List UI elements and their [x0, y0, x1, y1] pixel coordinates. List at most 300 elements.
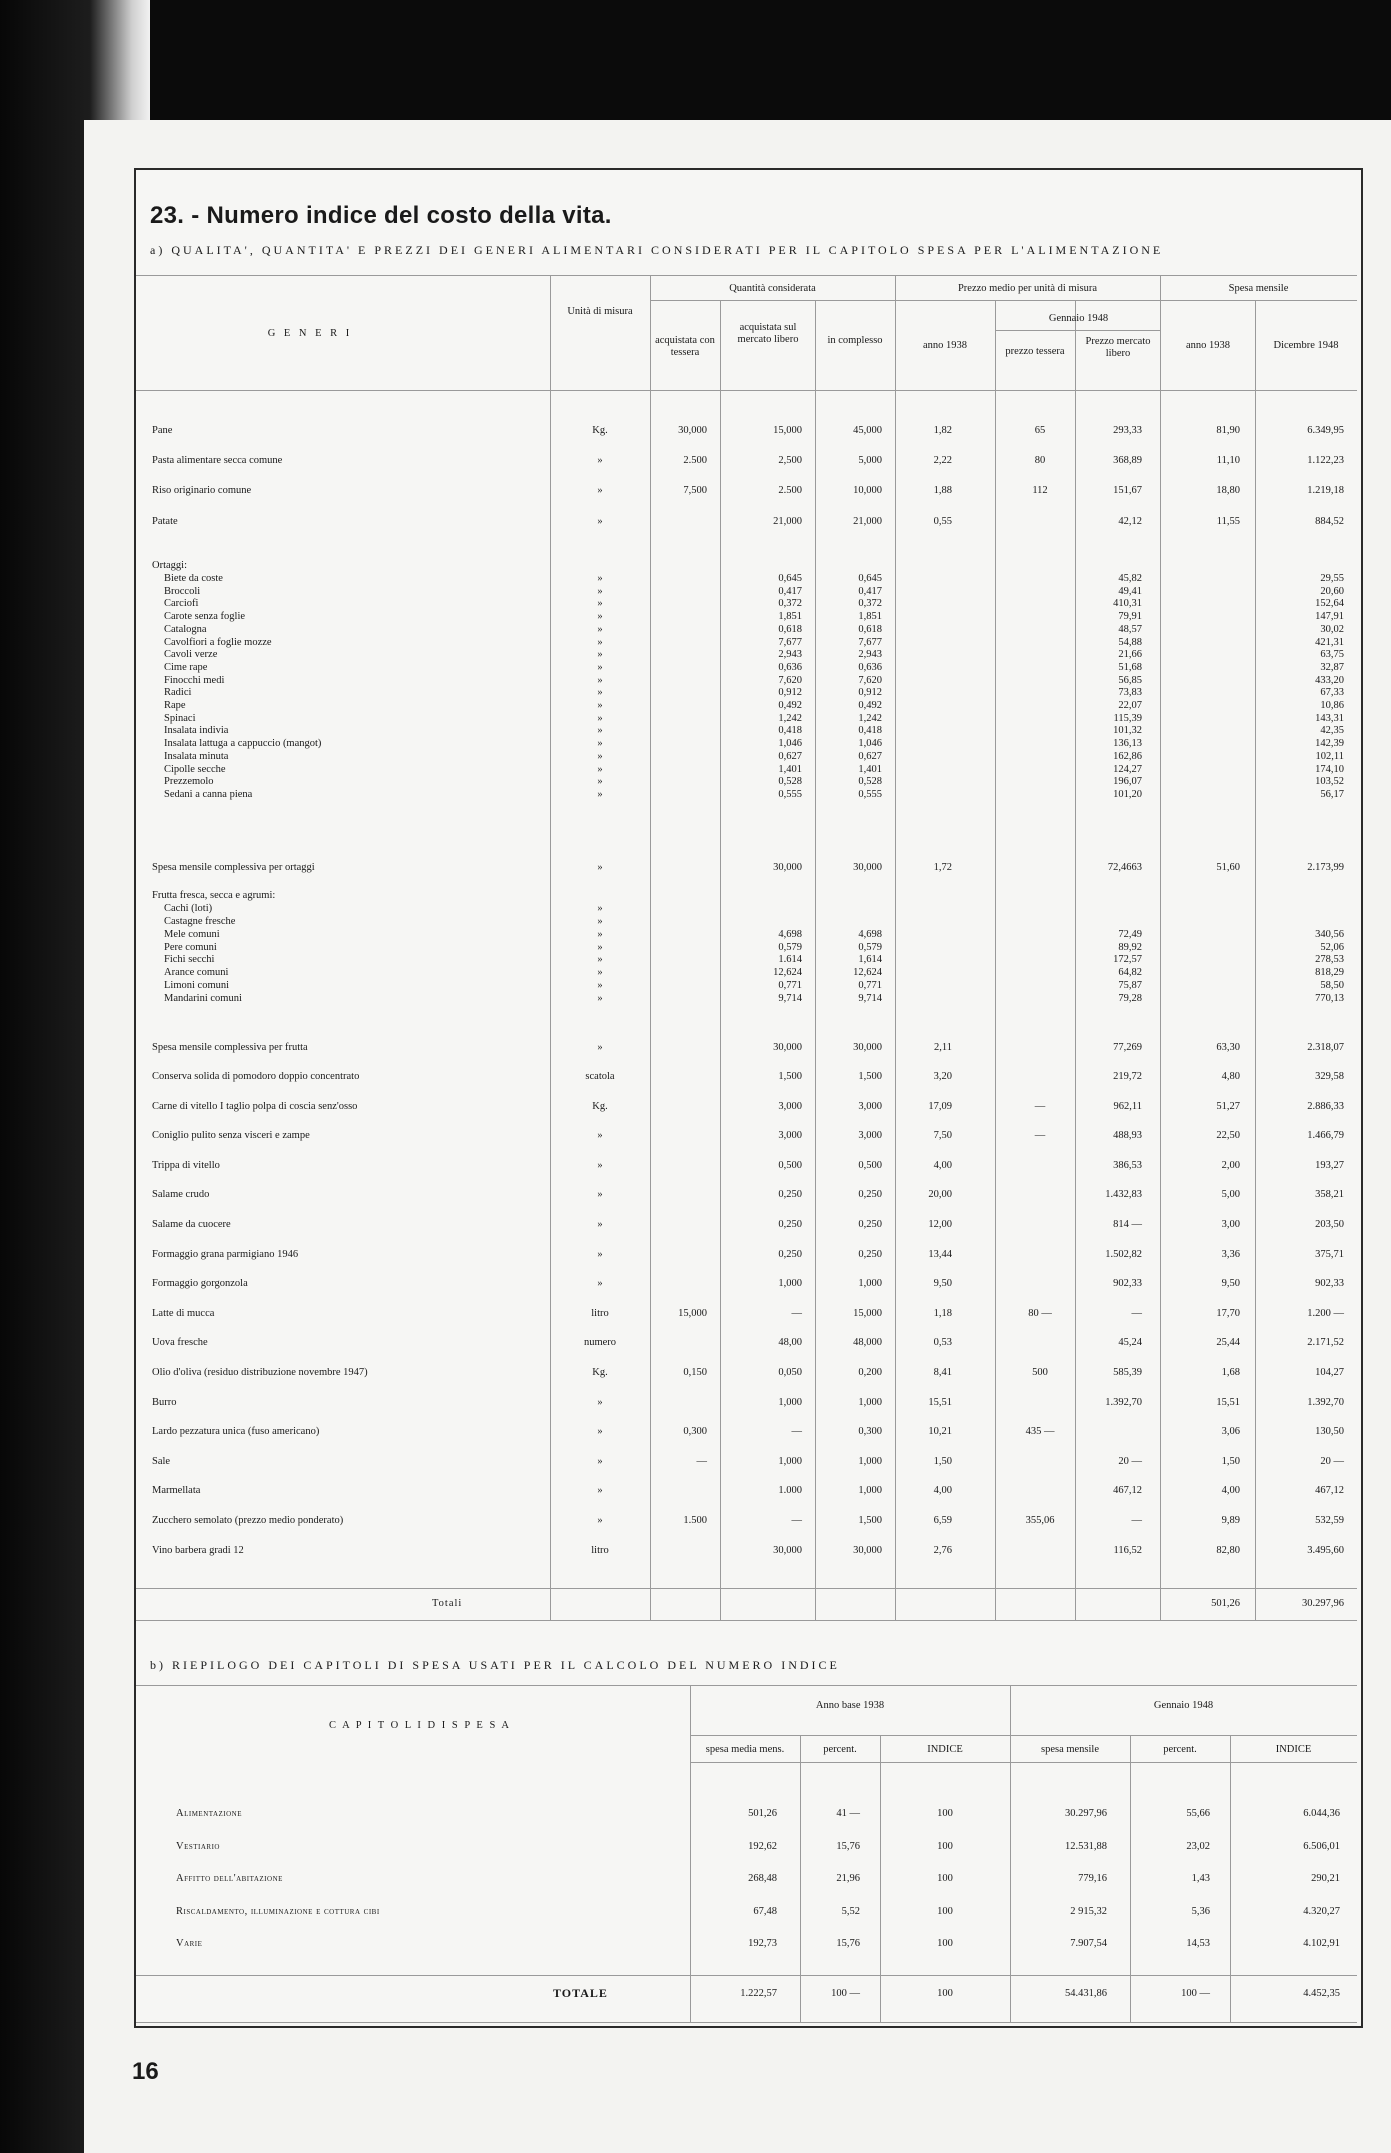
header-s-dic: Dicembre 1948 — [1273, 340, 1339, 351]
table-row-label: Patate — [152, 516, 178, 527]
row-rule — [136, 2022, 1357, 2023]
qty-libero-cell: 21,000 — [773, 516, 802, 527]
price-libero-cell: 64,82 — [1118, 967, 1142, 979]
spesa-dic-cell: 102,11 — [1315, 750, 1344, 762]
qty-total-cell: 0,417 — [858, 585, 882, 597]
unit-cell: » — [597, 623, 603, 635]
qty-libero-cell: 0,618 — [778, 623, 802, 635]
b-total-c2: 100 — — [831, 1988, 860, 1999]
spesa-dic-cell: 29,55 — [1320, 573, 1344, 584]
b-percent-1938: 15,76 — [836, 1840, 860, 1852]
qty-libero-cell: 1,851 — [778, 611, 802, 623]
b-spesa-1938: 268,48 — [748, 1873, 777, 1884]
qty-total-cell: 1,000 — [858, 1485, 882, 1497]
price-libero-cell: 172,57 — [1113, 954, 1142, 966]
unit-cell: » — [597, 763, 603, 775]
b-spesa-1938: 67,48 — [753, 1905, 777, 1917]
b-percent-1938: 21,96 — [836, 1873, 860, 1884]
spesa-1938-cell: 11,55 — [1216, 516, 1240, 527]
table-row-label: Cipolle secche — [164, 763, 226, 775]
header-p-tess: prezzo tessera — [1005, 346, 1065, 357]
table-row-label: Lardo pezzatura unica (fuso americano) — [152, 1426, 320, 1438]
header-quantita: Quantità considerata — [729, 283, 816, 294]
qty-libero-cell: 0,771 — [778, 979, 802, 991]
spesa-dic-cell: 532,59 — [1315, 1515, 1344, 1526]
spesa-dic-cell: 278,53 — [1315, 954, 1344, 966]
price-1938-cell: 15,51 — [928, 1396, 952, 1408]
spesa-dic-cell: 203,50 — [1315, 1219, 1344, 1230]
qty-total-cell: 30,000 — [853, 1042, 882, 1053]
qty-tessera-cell: 7,500 — [683, 485, 707, 496]
spesa-1938-cell: 25,44 — [1216, 1337, 1240, 1349]
page-title: 23. - Numero indice del costo della vita. — [150, 202, 612, 229]
spesa-dic-cell: 375,71 — [1315, 1248, 1344, 1260]
spesa-1938-cell: 82,80 — [1216, 1544, 1240, 1556]
spesa-dic-cell: 20,60 — [1320, 585, 1344, 597]
unit-cell: scatola — [585, 1071, 615, 1082]
qty-libero-cell: 2.500 — [778, 485, 802, 496]
b-indice-1938: 100 — [937, 1905, 953, 1917]
header-unita: Unità di misura — [567, 306, 633, 317]
qty-libero-cell: 9,714 — [778, 992, 802, 1004]
qty-total-cell: 0,528 — [858, 776, 882, 788]
price-tessera-cell: — — [1034, 1130, 1046, 1142]
spesa-1938-cell: 17,70 — [1216, 1307, 1240, 1319]
unit-cell: litro — [591, 1544, 609, 1556]
b-indice-1938: 100 — [937, 1873, 953, 1884]
b-indice-1948: 6.506,01 — [1303, 1840, 1340, 1852]
price-libero-cell: 124,27 — [1113, 763, 1142, 775]
price-libero-cell: 72,49 — [1118, 929, 1142, 940]
price-libero-cell: 51,68 — [1118, 661, 1142, 673]
price-libero-cell: 962,11 — [1113, 1100, 1142, 1112]
price-1938-cell: 3,20 — [933, 1071, 952, 1082]
spesa-1938-cell: 2,00 — [1221, 1159, 1240, 1171]
unit-cell: » — [597, 661, 603, 673]
qty-libero-cell: 1,401 — [778, 763, 802, 775]
header-p-1938: anno 1938 — [922, 340, 968, 351]
price-1938-cell: 13,44 — [928, 1248, 952, 1260]
table-row-label: Insalata indivia — [164, 725, 229, 737]
qty-libero-cell: 1,500 — [778, 1071, 802, 1082]
price-1938-cell: 20,00 — [928, 1189, 952, 1201]
qty-libero-cell: — — [791, 1515, 802, 1526]
table-row-label: Uova fresche — [152, 1337, 208, 1349]
unit-cell: » — [597, 1426, 603, 1438]
qty-total-cell: 9,714 — [858, 992, 882, 1004]
qty-libero-cell: 1,000 — [778, 1396, 802, 1408]
qty-total-cell: 48,000 — [853, 1337, 882, 1349]
table-row-label: Broccoli — [164, 585, 201, 597]
qty-libero-cell: 0,250 — [778, 1219, 802, 1230]
spesa-dic-cell: 902,33 — [1315, 1278, 1344, 1290]
unit-cell: » — [597, 941, 603, 953]
qty-libero-cell: 0,645 — [778, 573, 802, 584]
header-p-lib: Prezzo mercato libero — [1085, 336, 1151, 359]
price-libero-cell: 20 — — [1118, 1455, 1142, 1467]
qty-total-cell: 0,500 — [858, 1159, 882, 1171]
price-libero-cell: 368,89 — [1113, 455, 1142, 466]
unit-cell: » — [597, 776, 603, 788]
spesa-1938-cell: 1,68 — [1221, 1367, 1240, 1378]
b-percent-1948: 14,53 — [1186, 1938, 1210, 1949]
spesa-dic-cell: 10,86 — [1320, 700, 1344, 711]
qty-libero-cell: 1.614 — [778, 954, 802, 966]
b-spesa-1938: 192,73 — [748, 1938, 777, 1949]
b-percent-1938: 5,52 — [841, 1905, 860, 1917]
unit-cell: » — [597, 674, 603, 686]
table-row-label: Cavoli verze — [164, 649, 218, 661]
b-total-c3: 100 — [937, 1988, 953, 1999]
price-1938-cell: 1,72 — [933, 862, 952, 873]
table-row-label: Mele comuni — [164, 929, 220, 940]
row-rule — [136, 1620, 1357, 1621]
price-1938-cell: 4,00 — [933, 1485, 952, 1497]
price-libero-cell: 814 — — [1113, 1219, 1142, 1230]
section-b-heading: b) RIEPILOGO DEI CAPITOLI DI SPESA USATI PER IL CALCOLO DEL NUMERO INDICE — [150, 1658, 840, 1672]
qty-libero-cell: 1,046 — [778, 738, 802, 750]
unit-cell: » — [597, 516, 603, 527]
b-spesa-1948: 30.297,96 — [1065, 1808, 1107, 1819]
b-row-label: Vestiario — [176, 1840, 220, 1852]
totals-spesa-1938: 501,26 — [1211, 1598, 1240, 1609]
qty-libero-cell: 0,492 — [778, 700, 802, 711]
spesa-1938-cell: 15,51 — [1216, 1396, 1240, 1408]
unit-cell: » — [597, 954, 603, 966]
qty-libero-cell: 30,000 — [773, 862, 802, 873]
table-row-label: Vino barbera gradi 12 — [152, 1544, 244, 1556]
price-libero-cell: 585,39 — [1113, 1367, 1142, 1378]
spesa-dic-cell: 1.392,70 — [1307, 1396, 1344, 1408]
table-row-label: Rape — [164, 700, 186, 711]
unit-cell: Kg. — [592, 425, 608, 436]
spesa-1938-cell: 3,00 — [1221, 1219, 1240, 1230]
unit-cell: » — [597, 636, 603, 648]
price-tessera-cell: 80 — — [1028, 1307, 1052, 1319]
qty-total-cell: 15,000 — [853, 1307, 882, 1319]
unit-cell: » — [597, 788, 603, 800]
ortaggi-total-label: Spesa mensile complessiva per ortaggi — [152, 862, 315, 873]
header-s-1938: anno 1938 — [1185, 340, 1231, 351]
qty-libero-cell: 30,000 — [773, 1042, 802, 1053]
table-row-label: Arance comuni — [164, 967, 229, 979]
b-spesa-1948: 7.907,54 — [1070, 1938, 1107, 1949]
table-row-label: Sale — [152, 1455, 171, 1467]
price-libero-cell: 79,28 — [1118, 992, 1142, 1004]
qty-libero-cell: 0,372 — [778, 598, 802, 610]
unit-cell: » — [597, 903, 603, 914]
qty-libero-cell: 1,000 — [778, 1455, 802, 1467]
unit-cell: » — [597, 573, 603, 584]
unit-cell: » — [597, 725, 603, 737]
spesa-dic-cell: 2.318,07 — [1307, 1042, 1344, 1053]
spesa-dic-cell: 2.173,99 — [1307, 862, 1344, 873]
price-libero-cell: 73,83 — [1118, 687, 1142, 699]
unit-cell: numero — [583, 1337, 617, 1349]
spesa-dic-cell: 358,21 — [1315, 1189, 1344, 1201]
price-1938-cell: 2,76 — [933, 1544, 952, 1556]
qty-libero-cell: 0,912 — [778, 687, 802, 699]
qty-libero-cell: 0,555 — [778, 788, 802, 800]
spesa-dic-cell: 58,50 — [1320, 979, 1344, 991]
row-rule — [895, 300, 1160, 301]
unit-cell: » — [597, 967, 603, 979]
ortaggi-heading: Ortaggi: — [152, 560, 187, 571]
qty-total-cell: 45,000 — [853, 425, 882, 436]
qty-total-cell: 0,418 — [858, 725, 882, 737]
qty-libero-cell: 0,627 — [778, 750, 802, 762]
spesa-dic-cell: 467,12 — [1315, 1485, 1344, 1497]
qty-total-cell: 3,000 — [858, 1130, 882, 1142]
b-percent-1938: 41 — — [836, 1808, 860, 1819]
price-libero-cell: 49,41 — [1118, 585, 1142, 597]
table-row-label: Mandarini comuni — [164, 992, 242, 1004]
table-row-label: Insalata lattuga a cappuccio (mangot) — [164, 738, 322, 750]
spesa-1938-cell: 9,89 — [1221, 1515, 1240, 1526]
qty-libero-cell: 30,000 — [773, 1544, 802, 1556]
qty-total-cell: 2,943 — [858, 649, 882, 661]
row-rule — [136, 1975, 1357, 1976]
table-row-label: Pane — [152, 425, 173, 436]
qty-libero-cell: 1,242 — [778, 712, 802, 724]
price-1938-cell: 17,09 — [928, 1100, 952, 1112]
qty-tessera-cell: 1.500 — [683, 1515, 707, 1526]
b-row-label: Alimentazione — [176, 1808, 243, 1819]
b-header-indice: INDICE — [927, 1744, 963, 1755]
price-libero-cell: 196,07 — [1113, 776, 1142, 788]
price-tessera-cell: 65 — [1034, 425, 1046, 436]
table-row-label: Olio d'oliva (residuo distribuzione novembre 1947) — [152, 1367, 368, 1378]
unit-cell: » — [597, 750, 603, 762]
qty-total-cell: 30,000 — [853, 1544, 882, 1556]
row-rule — [650, 300, 895, 301]
unit-cell: » — [597, 1515, 603, 1526]
qty-total-cell: 1,851 — [858, 611, 882, 623]
table-row-label: Burro — [152, 1396, 177, 1408]
spesa-1938-cell: 9,50 — [1221, 1278, 1240, 1290]
table-row-label: Biete da coste — [164, 573, 223, 584]
spesa-dic-cell: 30,02 — [1320, 623, 1344, 635]
unit-cell: » — [597, 738, 603, 750]
spesa-dic-cell: 63,75 — [1320, 649, 1344, 661]
spesa-dic-cell: 42,35 — [1320, 725, 1344, 737]
spesa-1938-cell: 3,06 — [1221, 1426, 1240, 1438]
unit-cell: » — [597, 1455, 603, 1467]
header-generi: G E N E R I — [267, 328, 353, 339]
table-row-label: Insalata minuta — [164, 750, 229, 762]
price-1938-cell: 1,50 — [933, 1455, 952, 1467]
unit-cell: » — [597, 1042, 603, 1053]
qty-total-cell: 3,000 — [858, 1100, 882, 1112]
spesa-dic-cell: 329,58 — [1315, 1071, 1344, 1082]
spesa-dic-cell: 142,39 — [1315, 738, 1344, 750]
qty-total-cell: 0,618 — [858, 623, 882, 635]
spesa-dic-cell: 1.122,23 — [1307, 455, 1344, 466]
qty-libero-cell: 0,417 — [778, 585, 802, 597]
b-header-percent2: percent. — [1163, 1744, 1197, 1755]
price-tessera-cell: 355,06 — [1025, 1515, 1055, 1526]
price-1938-cell: 1,18 — [933, 1307, 952, 1319]
b-percent-1948: 5,36 — [1191, 1905, 1210, 1917]
qty-libero-cell: 4,698 — [778, 929, 802, 940]
row-rule — [690, 1762, 1357, 1763]
price-libero-cell: 467,12 — [1113, 1485, 1142, 1497]
qty-total-cell: 1,614 — [858, 954, 882, 966]
spesa-1938-cell: 22,50 — [1216, 1130, 1240, 1142]
qty-libero-cell: 12,624 — [773, 967, 802, 979]
table-row-label: Conserva solida di pomodoro doppio concentrato — [152, 1071, 360, 1082]
price-tessera-cell: 435 — — [1025, 1426, 1055, 1438]
spesa-dic-cell: 193,27 — [1315, 1159, 1344, 1171]
unit-cell: » — [597, 455, 603, 466]
b-header-indice2: INDICE — [1275, 1744, 1312, 1755]
qty-libero-cell: 48,00 — [778, 1337, 802, 1349]
qty-tessera-cell: 2.500 — [683, 455, 707, 466]
price-tessera-cell: 112 — [1032, 485, 1048, 496]
qty-libero-cell: 0,579 — [778, 941, 802, 953]
qty-total-cell: 5,000 — [858, 455, 882, 466]
qty-libero-cell: 0,250 — [778, 1189, 802, 1201]
b-header-spesa-media: spesa media mens. — [705, 1744, 785, 1755]
price-libero-cell: 77,269 — [1113, 1042, 1142, 1053]
unit-cell: » — [597, 1219, 603, 1230]
price-libero-cell: — — [1131, 1515, 1142, 1526]
table-row-label: Sedani a canna piena — [164, 788, 253, 800]
unit-cell: » — [597, 915, 603, 927]
column-rule — [995, 300, 996, 1620]
price-1938-cell: 8,41 — [933, 1367, 952, 1378]
qty-total-cell: 12,624 — [853, 967, 882, 979]
table-row-label: Pasta alimentare secca comune — [152, 455, 283, 466]
price-1938-cell: 2,11 — [934, 1042, 952, 1053]
spesa-1938-cell: 81,90 — [1216, 425, 1240, 436]
unit-cell: » — [597, 1485, 603, 1497]
unit-cell: » — [597, 712, 603, 724]
b-total-c5: 100 — — [1181, 1988, 1210, 1999]
b-percent-1948: 1,43 — [1191, 1873, 1210, 1884]
qty-total-cell: 0,579 — [858, 941, 882, 953]
b-total-c4: 54.431,86 — [1065, 1988, 1107, 1999]
b-indice-1948: 6.044,36 — [1303, 1808, 1340, 1819]
b-header-gennaio: Gennaio 1948 — [1153, 1700, 1214, 1711]
price-1938-cell: 2,22 — [933, 455, 952, 466]
qty-total-cell: 1,000 — [858, 1455, 882, 1467]
qty-total-cell: 0,645 — [858, 573, 882, 584]
column-rule — [1160, 275, 1161, 1620]
price-libero-cell: 48,57 — [1118, 623, 1142, 635]
header-spesa: Spesa mensile — [1228, 283, 1289, 294]
b-row-label: Varie — [176, 1938, 203, 1949]
price-1938-cell: 9,50 — [933, 1278, 952, 1290]
qty-libero-cell: — — [791, 1426, 802, 1438]
b-spesa-1938: 501,26 — [748, 1808, 777, 1819]
qty-libero-cell: 0,500 — [778, 1159, 802, 1171]
price-libero-cell: 162,86 — [1113, 750, 1142, 762]
qty-total-cell: 7,677 — [858, 636, 882, 648]
b-total-c1: 1.222,57 — [740, 1988, 777, 1999]
price-libero-cell: 410,31 — [1113, 598, 1142, 610]
table-row-label: Salame da cuocere — [152, 1219, 231, 1230]
table-row-label: Riso originario comune — [152, 485, 252, 496]
spesa-1938-cell: 5,00 — [1221, 1189, 1240, 1201]
table-row-label: Marmellata — [152, 1485, 201, 1497]
table-row-label: Prezzemolo — [164, 776, 214, 788]
qty-libero-cell: 1,000 — [778, 1278, 802, 1290]
spesa-dic-cell: 103,52 — [1315, 776, 1344, 788]
qty-tessera-cell: 30,000 — [678, 425, 707, 436]
price-libero-cell: 1.392,70 — [1105, 1396, 1142, 1408]
header-q-libero: acquistata sul mercato libero — [737, 322, 799, 345]
row-rule — [690, 1735, 1357, 1736]
qty-tessera-cell: 0,300 — [683, 1426, 707, 1438]
price-tessera-cell: 80 — [1034, 455, 1046, 466]
qty-libero-cell: 0,636 — [778, 661, 802, 673]
spesa-dic-cell: 20 — — [1320, 1455, 1344, 1467]
table-row-label: Cachi (loti) — [164, 903, 213, 914]
unit-cell: » — [597, 598, 603, 610]
price-libero-cell: 89,92 — [1118, 941, 1142, 953]
qty-total-cell: 0,555 — [858, 788, 882, 800]
spesa-dic-cell: 174,10 — [1315, 763, 1344, 775]
b-spesa-1948: 12.531,88 — [1065, 1840, 1107, 1852]
qty-libero-cell: 0,050 — [778, 1367, 802, 1378]
spesa-dic-cell: 6.349,95 — [1307, 425, 1344, 436]
price-1938-cell: 6,59 — [933, 1515, 952, 1526]
qty-total-cell: 0,250 — [858, 1219, 882, 1230]
price-libero-cell: 56,85 — [1118, 674, 1142, 686]
price-libero-cell: 79,91 — [1118, 611, 1142, 623]
spesa-dic-cell: 818,29 — [1315, 967, 1344, 979]
spesa-dic-cell: 2.886,33 — [1307, 1100, 1344, 1112]
price-libero-cell: 101,32 — [1113, 725, 1142, 737]
price-libero-cell: 75,87 — [1118, 979, 1142, 991]
unit-cell: » — [597, 1248, 603, 1260]
qty-libero-cell: 15,000 — [773, 425, 802, 436]
spesa-dic-cell: 56,17 — [1320, 788, 1344, 800]
unit-cell: » — [597, 929, 603, 940]
b-percent-1948: 55,66 — [1186, 1808, 1210, 1819]
qty-total-cell: 0,200 — [858, 1367, 882, 1378]
column-rule — [650, 275, 651, 1620]
price-libero-cell: — — [1131, 1307, 1142, 1319]
table-row-label: Carne di vitello I taglio polpa di coscia senz'osso — [152, 1100, 358, 1112]
qty-libero-cell: 3,000 — [778, 1100, 802, 1112]
price-libero-cell: 902,33 — [1113, 1278, 1142, 1290]
b-header-anno: Anno base 1938 — [815, 1700, 885, 1711]
price-tessera-cell: 500 — [1032, 1367, 1048, 1378]
spesa-dic-cell: 2.171,52 — [1307, 1337, 1344, 1349]
unit-cell: » — [597, 700, 603, 711]
table-row-label: Radici — [164, 687, 192, 699]
table-row-label: Limoni comuni — [164, 979, 230, 991]
unit-cell: » — [597, 1159, 603, 1171]
unit-cell: » — [597, 862, 603, 873]
unit-cell: » — [597, 649, 603, 661]
b-spesa-1948: 779,16 — [1078, 1873, 1107, 1884]
spesa-1938-cell: 4,80 — [1221, 1071, 1240, 1082]
qty-libero-cell: — — [791, 1307, 802, 1319]
table-row-label: Zucchero semolato (prezzo medio ponderato) — [152, 1515, 344, 1526]
price-1938-cell: 10,21 — [928, 1426, 952, 1438]
qty-libero-cell: 0,418 — [778, 725, 802, 737]
qty-total-cell: 0,300 — [858, 1426, 882, 1438]
qty-libero-cell: 3,000 — [778, 1130, 802, 1142]
spesa-dic-cell: 130,50 — [1315, 1426, 1344, 1438]
qty-total-cell: 1,046 — [858, 738, 882, 750]
spesa-dic-cell: 340,56 — [1315, 929, 1344, 940]
unit-cell: Kg. — [592, 1100, 608, 1112]
b-total-c6: 4.452,35 — [1303, 1988, 1340, 1999]
